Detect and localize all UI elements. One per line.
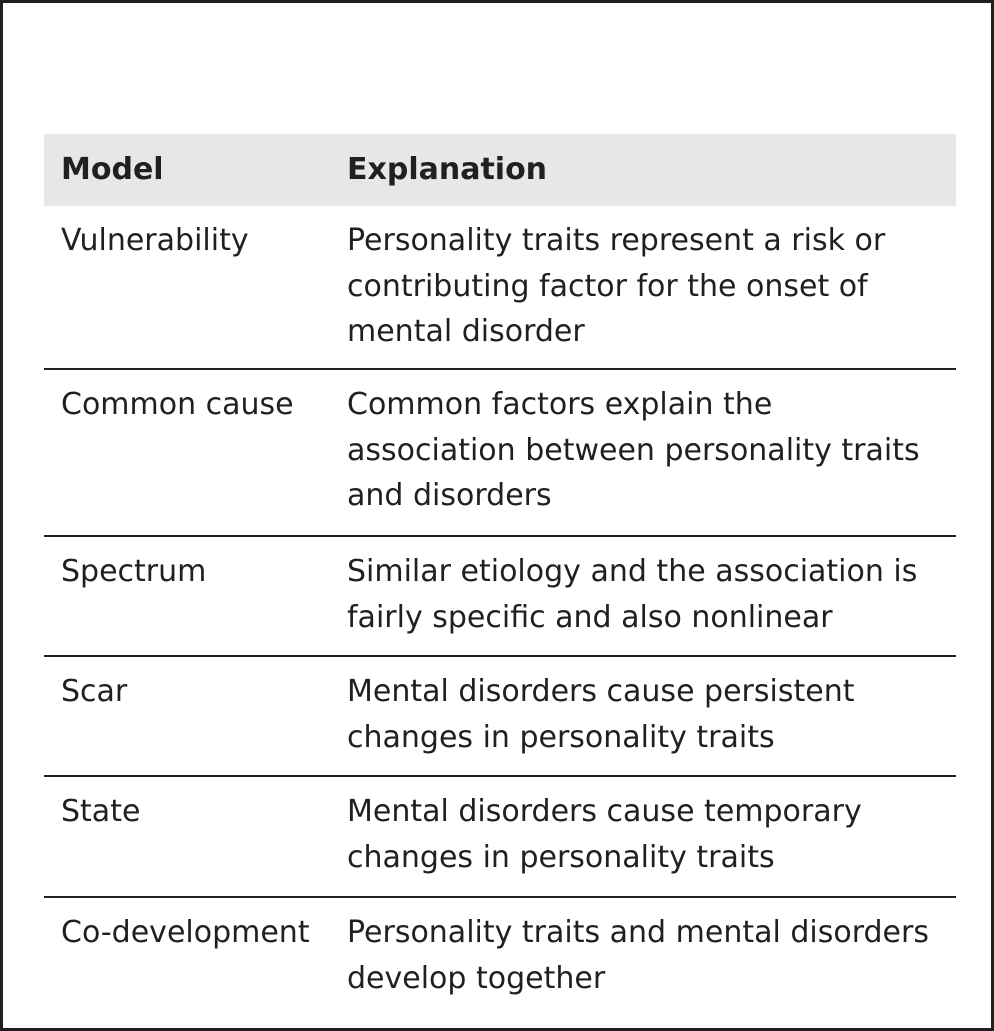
explanation-cell: Similar etiology and the association is fairly specific and also nonlinear	[347, 554, 918, 635]
explanation-cell: Mental disorders cause temporary changes in personality traits	[347, 794, 862, 875]
explanation-cell: Personality traits and mental disorders develop together	[347, 915, 929, 996]
table-row	[44, 657, 956, 777]
table-row	[44, 898, 956, 1028]
model-cell: Vulnerability	[61, 223, 249, 258]
explanation-cell: Mental disorders cause persistent changes in personality traits	[347, 674, 855, 755]
table-header-row	[44, 134, 956, 206]
model-cell: State	[61, 794, 141, 829]
explanation-cell: Personality traits represent a risk or contributing factor for the onset of mental disorder	[347, 223, 886, 349]
table-row	[44, 537, 956, 657]
header-model: Model	[61, 152, 164, 187]
table-row	[44, 370, 956, 537]
table-row	[44, 777, 956, 898]
model-cell: Spectrum	[61, 554, 207, 589]
model-cell: Co-development	[61, 915, 310, 950]
table-row	[44, 206, 956, 370]
models-table	[44, 134, 956, 1028]
header-explanation: Explanation	[347, 152, 548, 187]
explanation-cell: Common factors explain the association between personality traits and disorders	[347, 387, 920, 513]
model-cell: Common cause	[61, 387, 294, 422]
model-cell: Scar	[61, 674, 128, 709]
